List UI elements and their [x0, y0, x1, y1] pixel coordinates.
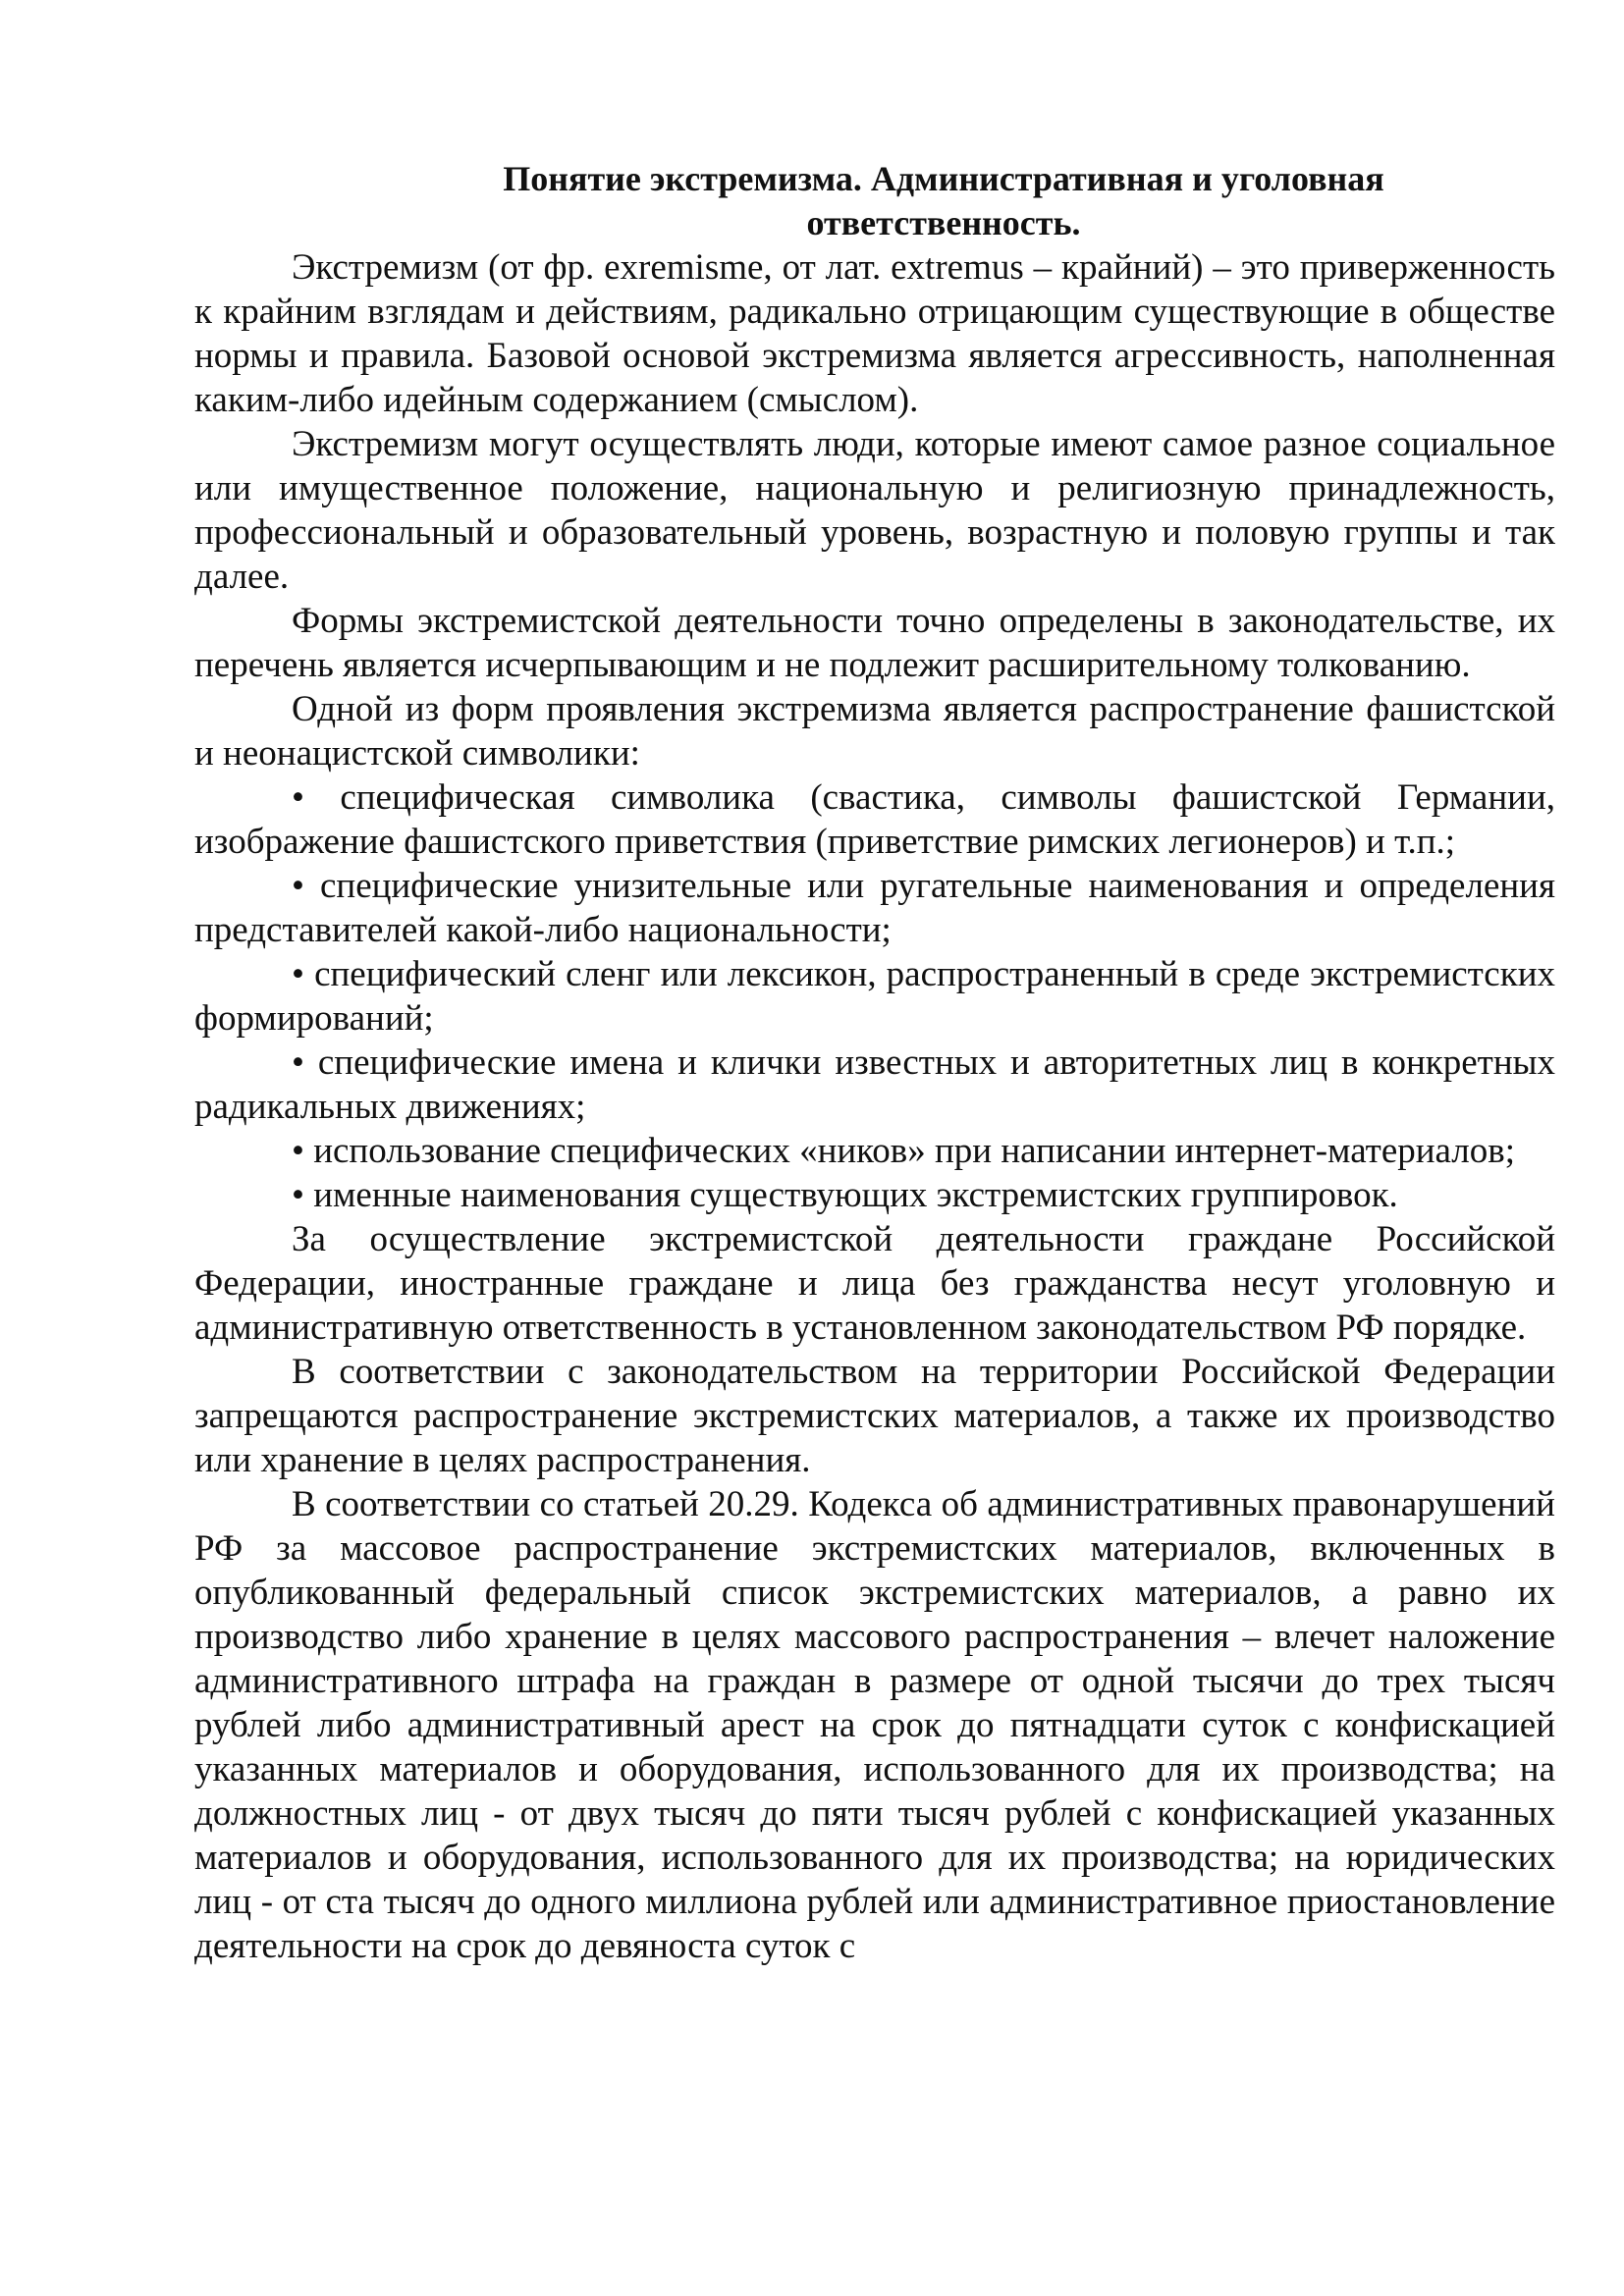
- bullet-item: • специфический сленг или лексикон, распространенный в среде экстремистских формирований;: [194, 954, 1555, 1039]
- paragraph-article-20-29: В соответствии со статьей 20.29. Кодекса об административных правонарушений РФ за массовое распространение экстремистских материалов, включенных в опубликованный федеральный список экстремистских материалов, а равно их производство либо хранение в целях массового распространения – влечет наложение административного штрафа на граждан в размере от одной тысячи до трех тысяч рублей либо административный арест на срок до пятнадцати суток с конфискацией указанных материалов и оборудования, использованного для их производства; на должностных лиц - от двух тысяч до пяти тысяч рублей с конфискацией указанных материалов и оборудования, использованного для их производства; на юридических лиц - от ста тысяч до одного миллиона рублей или административное приостановление деятельности на срок до девяноста суток с: [194, 1484, 1555, 1966]
- title-line-1: Понятие экстремизма. Административная и уголовная: [503, 159, 1384, 198]
- paragraph-liability: За осуществление экстремистской деятельности граждане Российской Федерации, иностранные граждане и лица без гражданства несут уголовную и административную ответственность в установленном законодательством РФ порядке.: [194, 1219, 1555, 1348]
- bullet-item: • специфическая символика (свастика, символы фашистской Германии, изображение фашистского приветствия (приветствие римских легионеров) и т.п.;: [194, 777, 1555, 862]
- paragraph-who: Экстремизм могут осуществлять люди, которые имеют самое разное социальное или имущественное положение, национальную и религиозную принадлежность, профессиональный и образовательный уровень, возрастную и половую группы и так далее.: [194, 424, 1555, 597]
- bullet-item: • использование специфических «ников» при написании интернет-материалов;: [292, 1131, 1516, 1171]
- paragraph-definition: Экстремизм (от фр. exremisme, от лат. extremus – крайний) – это приверженность к крайним взглядам и действиям, радикально отрицающим существующие в обществе нормы и правила. Базовой основой экстремизма является агрессивность, наполненная каким-либо идейным содержанием (смыслом).: [194, 247, 1555, 420]
- bullet-item: • именные наименования существующих экстремистских группировок.: [292, 1175, 1398, 1215]
- paragraph-prohibition: В соответствии с законодательством на территории Российской Федерации запрещаются распространение экстремистских материалов, а также их производство или хранение в целях распространения.: [194, 1352, 1555, 1480]
- title-line-2: ответственность.: [806, 203, 1081, 242]
- bullet-item: • специфические имена и клички известных и авторитетных лиц в конкретных радикальных движениях;: [194, 1042, 1555, 1127]
- bullet-item: • специфические унизительные или ругательные наименования и определения представителей какой-либо национальности;: [194, 866, 1555, 950]
- paragraph-symbolics-intro: Одной из форм проявления экстремизма является распространение фашистской и неонацистской символики:: [194, 689, 1555, 774]
- document-page: [194, 157, 1555, 1968]
- page-title: [194, 157, 1555, 245]
- paragraph-forms: Формы экстремистской деятельности точно определены в законодательстве, их перечень является исчерпывающим и не подлежит расширительному толкованию.: [194, 601, 1555, 685]
